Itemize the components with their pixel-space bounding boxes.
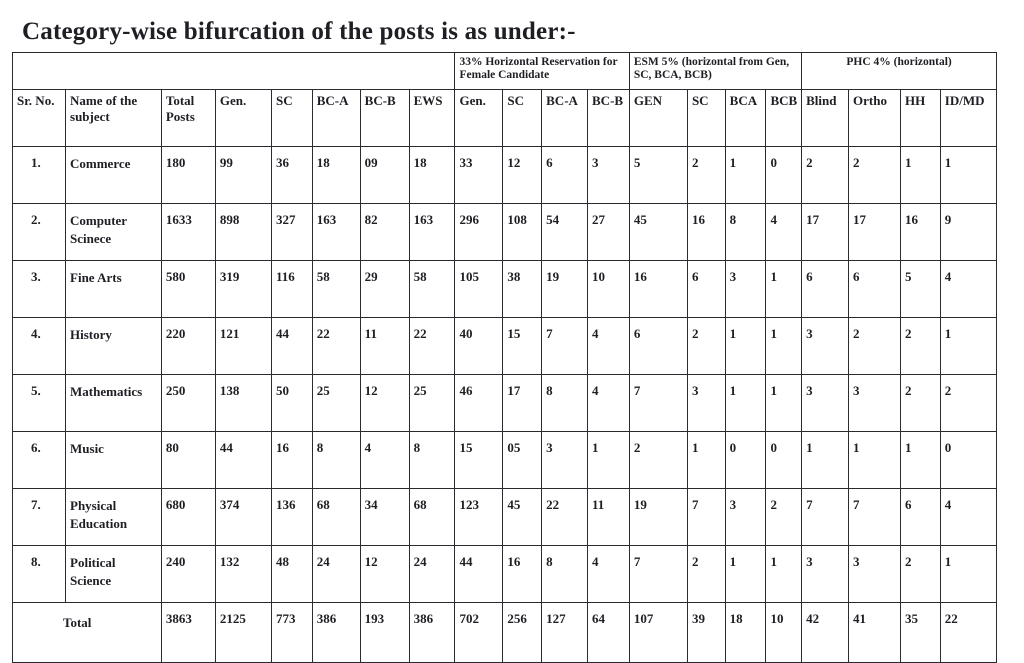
posts-table xyxy=(12,52,997,663)
value-cell: 11 xyxy=(588,489,630,546)
value-cell: 1 xyxy=(766,318,802,375)
value-cell: 1 xyxy=(725,318,766,375)
value-cell: 4 xyxy=(940,261,996,318)
value-cell: 4 xyxy=(588,375,630,432)
value-cell: 68 xyxy=(409,489,455,546)
total-value-cell: 193 xyxy=(360,603,409,663)
value-cell: 240 xyxy=(161,546,215,603)
total-row xyxy=(13,603,997,663)
value-cell: 19 xyxy=(542,261,588,318)
value-cell: 7 xyxy=(849,489,901,546)
value-cell: 327 xyxy=(271,204,312,261)
value-cell: 0 xyxy=(725,432,766,489)
value-cell: 16 xyxy=(901,204,941,261)
column-header: BC-B xyxy=(588,90,630,147)
value-cell: 3 xyxy=(542,432,588,489)
column-header: Ortho xyxy=(849,90,901,147)
value-cell: 33 xyxy=(455,147,503,204)
value-cell: 1 xyxy=(766,546,802,603)
value-cell: 12 xyxy=(360,546,409,603)
column-header: SC xyxy=(687,90,725,147)
value-cell: 5 xyxy=(629,147,687,204)
value-cell: 1 xyxy=(940,147,996,204)
value-cell: 8 xyxy=(409,432,455,489)
value-cell: 80 xyxy=(161,432,215,489)
column-header: Blind xyxy=(802,90,849,147)
value-cell: 680 xyxy=(161,489,215,546)
value-cell: 6 xyxy=(542,147,588,204)
value-cell: 25 xyxy=(312,375,360,432)
value-cell: 15 xyxy=(503,318,542,375)
total-value-cell: 10 xyxy=(766,603,802,663)
value-cell: 40 xyxy=(455,318,503,375)
total-value-cell: 42 xyxy=(802,603,849,663)
value-cell: 220 xyxy=(161,318,215,375)
value-cell: 1 xyxy=(940,546,996,603)
serial-number-cell: 5. xyxy=(13,375,66,432)
value-cell: 1 xyxy=(766,261,802,318)
group-header-female: 33% Horizontal Reservation for Female Candidate xyxy=(455,53,629,90)
total-value-cell: 64 xyxy=(588,603,630,663)
value-cell: 580 xyxy=(161,261,215,318)
serial-number-cell: 4. xyxy=(13,318,66,375)
value-cell: 1 xyxy=(687,432,725,489)
value-cell: 24 xyxy=(409,546,455,603)
value-cell: 138 xyxy=(215,375,271,432)
value-cell: 0 xyxy=(766,147,802,204)
value-cell: 2 xyxy=(687,147,725,204)
value-cell: 9 xyxy=(940,204,996,261)
value-cell: 1 xyxy=(940,318,996,375)
total-value-cell: 18 xyxy=(725,603,766,663)
value-cell: 7 xyxy=(802,489,849,546)
value-cell: 2 xyxy=(802,147,849,204)
value-cell: 3 xyxy=(687,375,725,432)
value-cell: 296 xyxy=(455,204,503,261)
value-cell: 27 xyxy=(588,204,630,261)
value-cell: 2 xyxy=(901,546,941,603)
value-cell: 7 xyxy=(687,489,725,546)
value-cell: 7 xyxy=(629,375,687,432)
value-cell: 1 xyxy=(802,432,849,489)
value-cell: 3 xyxy=(802,546,849,603)
value-cell: 12 xyxy=(503,147,542,204)
value-cell: 2 xyxy=(901,318,941,375)
value-cell: 4 xyxy=(360,432,409,489)
value-cell: 250 xyxy=(161,375,215,432)
value-cell: 2 xyxy=(849,147,901,204)
value-cell: 180 xyxy=(161,147,215,204)
column-header: SC xyxy=(271,90,312,147)
value-cell: 132 xyxy=(215,546,271,603)
value-cell: 1 xyxy=(725,375,766,432)
total-value-cell: 41 xyxy=(849,603,901,663)
value-cell: 8 xyxy=(542,546,588,603)
value-cell: 7 xyxy=(542,318,588,375)
total-value-cell: 22 xyxy=(940,603,996,663)
column-header: BCA xyxy=(725,90,766,147)
value-cell: 16 xyxy=(503,546,542,603)
table-row xyxy=(13,318,997,375)
value-cell: 45 xyxy=(503,489,542,546)
value-cell: 09 xyxy=(360,147,409,204)
group-header-blank xyxy=(13,53,455,90)
value-cell: 3 xyxy=(849,375,901,432)
column-header: BC-A xyxy=(542,90,588,147)
table-body xyxy=(13,147,997,663)
value-cell: 3 xyxy=(725,261,766,318)
value-cell: 17 xyxy=(802,204,849,261)
value-cell: 163 xyxy=(409,204,455,261)
value-cell: 15 xyxy=(455,432,503,489)
value-cell: 12 xyxy=(360,375,409,432)
value-cell: 68 xyxy=(312,489,360,546)
value-cell: 3 xyxy=(588,147,630,204)
table-row xyxy=(13,432,997,489)
value-cell: 34 xyxy=(360,489,409,546)
value-cell: 44 xyxy=(455,546,503,603)
value-cell: 2 xyxy=(687,546,725,603)
subject-name-cell: Mathematics xyxy=(66,375,162,432)
value-cell: 2 xyxy=(849,318,901,375)
total-value-cell: 2125 xyxy=(215,603,271,663)
total-value-cell: 39 xyxy=(687,603,725,663)
value-cell: 11 xyxy=(360,318,409,375)
total-value-cell: 107 xyxy=(629,603,687,663)
value-cell: 29 xyxy=(360,261,409,318)
value-cell: 3 xyxy=(802,318,849,375)
serial-number-cell: 1. xyxy=(13,147,66,204)
column-header: Sr. No. xyxy=(13,90,66,147)
column-header: Gen. xyxy=(215,90,271,147)
value-cell: 6 xyxy=(629,318,687,375)
value-cell: 2 xyxy=(940,375,996,432)
value-cell: 8 xyxy=(725,204,766,261)
total-value-cell: 35 xyxy=(901,603,941,663)
subject-name-cell: Political Science xyxy=(66,546,162,603)
value-cell: 136 xyxy=(271,489,312,546)
value-cell: 1 xyxy=(849,432,901,489)
value-cell: 54 xyxy=(542,204,588,261)
value-cell: 2 xyxy=(629,432,687,489)
value-cell: 3 xyxy=(849,546,901,603)
value-cell: 17 xyxy=(503,375,542,432)
value-cell: 123 xyxy=(455,489,503,546)
serial-number-cell: 6. xyxy=(13,432,66,489)
value-cell: 36 xyxy=(271,147,312,204)
value-cell: 3 xyxy=(802,375,849,432)
serial-number-cell: 8. xyxy=(13,546,66,603)
value-cell: 24 xyxy=(312,546,360,603)
value-cell: 16 xyxy=(271,432,312,489)
value-cell: 4 xyxy=(588,546,630,603)
column-header: SC xyxy=(503,90,542,147)
value-cell: 22 xyxy=(409,318,455,375)
value-cell: 18 xyxy=(312,147,360,204)
value-cell: 16 xyxy=(629,261,687,318)
total-value-cell: 702 xyxy=(455,603,503,663)
value-cell: 38 xyxy=(503,261,542,318)
value-cell: 6 xyxy=(687,261,725,318)
page-heading: Category-wise bifurcation of the posts is as under:- xyxy=(22,18,576,45)
value-cell: 58 xyxy=(312,261,360,318)
column-header: BC-B xyxy=(360,90,409,147)
value-cell: 46 xyxy=(455,375,503,432)
value-cell: 7 xyxy=(629,546,687,603)
value-cell: 319 xyxy=(215,261,271,318)
value-cell: 22 xyxy=(312,318,360,375)
column-header: Total Posts xyxy=(161,90,215,147)
subject-name-cell: Computer Scinece xyxy=(66,204,162,261)
column-header: HH xyxy=(901,90,941,147)
table-row xyxy=(13,147,997,204)
serial-number-cell: 7. xyxy=(13,489,66,546)
value-cell: 374 xyxy=(215,489,271,546)
value-cell: 1633 xyxy=(161,204,215,261)
value-cell: 1 xyxy=(588,432,630,489)
value-cell: 4 xyxy=(940,489,996,546)
value-cell: 6 xyxy=(849,261,901,318)
table-row xyxy=(13,261,997,318)
value-cell: 2 xyxy=(687,318,725,375)
value-cell: 105 xyxy=(455,261,503,318)
value-cell: 0 xyxy=(766,432,802,489)
total-label: Total xyxy=(13,603,162,663)
column-header: EWS xyxy=(409,90,455,147)
value-cell: 8 xyxy=(542,375,588,432)
total-value-cell: 386 xyxy=(312,603,360,663)
value-cell: 4 xyxy=(588,318,630,375)
column-header: BCB xyxy=(766,90,802,147)
group-header-row xyxy=(13,53,997,90)
serial-number-cell: 2. xyxy=(13,204,66,261)
value-cell: 5 xyxy=(901,261,941,318)
value-cell: 1 xyxy=(725,546,766,603)
value-cell: 58 xyxy=(409,261,455,318)
value-cell: 121 xyxy=(215,318,271,375)
value-cell: 2 xyxy=(766,489,802,546)
total-value-cell: 3863 xyxy=(161,603,215,663)
value-cell: 0 xyxy=(940,432,996,489)
value-cell: 1 xyxy=(901,147,941,204)
value-cell: 108 xyxy=(503,204,542,261)
column-header: Name of the subject xyxy=(66,90,162,147)
value-cell: 1 xyxy=(725,147,766,204)
subject-name-cell: Physical Education xyxy=(66,489,162,546)
table-row xyxy=(13,546,997,603)
value-cell: 6 xyxy=(901,489,941,546)
group-header-esm: ESM 5% (horizontal from Gen, SC, BCA, BCB) xyxy=(629,53,801,90)
value-cell: 163 xyxy=(312,204,360,261)
subject-name-cell: History xyxy=(66,318,162,375)
value-cell: 48 xyxy=(271,546,312,603)
value-cell: 116 xyxy=(271,261,312,318)
value-cell: 1 xyxy=(901,432,941,489)
value-cell: 6 xyxy=(802,261,849,318)
table-row xyxy=(13,204,997,261)
value-cell: 19 xyxy=(629,489,687,546)
value-cell: 8 xyxy=(312,432,360,489)
subject-name-cell: Commerce xyxy=(66,147,162,204)
group-header-phc: PHC 4% (horizontal) xyxy=(802,53,997,90)
table-row xyxy=(13,489,997,546)
value-cell: 10 xyxy=(588,261,630,318)
value-cell: 50 xyxy=(271,375,312,432)
value-cell: 44 xyxy=(215,432,271,489)
value-cell: 05 xyxy=(503,432,542,489)
column-header: BC-A xyxy=(312,90,360,147)
value-cell: 18 xyxy=(409,147,455,204)
value-cell: 17 xyxy=(849,204,901,261)
total-value-cell: 127 xyxy=(542,603,588,663)
column-header: GEN xyxy=(629,90,687,147)
total-value-cell: 773 xyxy=(271,603,312,663)
value-cell: 82 xyxy=(360,204,409,261)
column-header: ID/MD xyxy=(940,90,996,147)
total-value-cell: 256 xyxy=(503,603,542,663)
value-cell: 2 xyxy=(901,375,941,432)
table-row xyxy=(13,375,997,432)
subject-name-cell: Music xyxy=(66,432,162,489)
total-value-cell: 386 xyxy=(409,603,455,663)
value-cell: 3 xyxy=(725,489,766,546)
column-header: Gen. xyxy=(455,90,503,147)
value-cell: 25 xyxy=(409,375,455,432)
column-header-row xyxy=(13,90,997,147)
value-cell: 4 xyxy=(766,204,802,261)
subject-name-cell: Fine Arts xyxy=(66,261,162,318)
value-cell: 99 xyxy=(215,147,271,204)
value-cell: 16 xyxy=(687,204,725,261)
value-cell: 898 xyxy=(215,204,271,261)
value-cell: 45 xyxy=(629,204,687,261)
value-cell: 1 xyxy=(766,375,802,432)
value-cell: 44 xyxy=(271,318,312,375)
value-cell: 22 xyxy=(542,489,588,546)
serial-number-cell: 3. xyxy=(13,261,66,318)
